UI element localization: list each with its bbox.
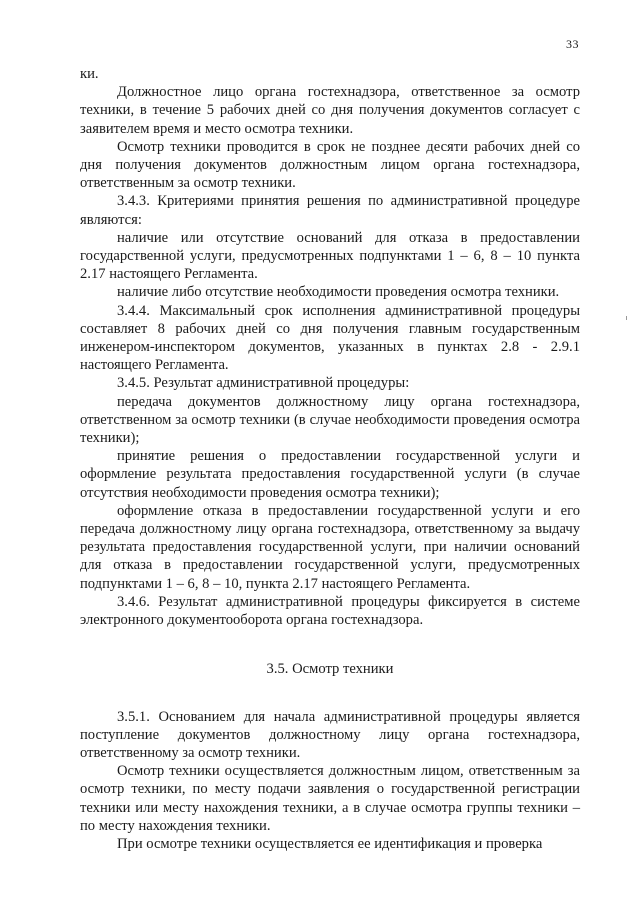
paragraph: Должностное лицо органа гостехнадзора, ответственное за осмотр техники, в течение 5 рабочих дней со дня получения документов согласует с заявителем время и место осмотра техники. (80, 84, 580, 137)
paragraph: наличие либо отсутствие необходимости проведения осмотра техники. (117, 284, 560, 301)
paragraph: 3.4.3. Критериями принятия решения по административной процедуре являются: (80, 193, 580, 228)
paragraph: 3.4.5. Результат административной процедуры: (117, 375, 410, 392)
paragraph: оформление отказа в предоставлении государственной услуги и его передача должностному лицу органа гостехнадзора, ответственному за выдачу результата предоставления государственной услуги, при наличии оснований для отказа в предоставлении государственной услуги, предусмотренных подпунктами 1 – 6, 8 – 10, пункта 2.17 настоящего Регламента. (80, 502, 580, 592)
paragraph: принятие решения о предоставлении государственной услуги и оформление результата предоставления государственной услуги (в случае отсутствия необходимости проведения осмотра техники); (80, 448, 580, 501)
paragraph: ки. (80, 66, 99, 82)
document-body (80, 65, 580, 853)
scan-mark (626, 316, 627, 320)
paragraph: передача документов должностному лицу органа гостехнадзора, ответственном за осмотр техники (в случае необходимости проведения осмотра техники); (80, 393, 580, 447)
paragraph: 3.5.1. Основанием для начала административной процедуры является поступление документов должностному лицу органа гостехнадзора, ответственному за осмотр техники. (80, 708, 580, 761)
paragraph: 3.4.4. Максимальный срок исполнения административной процедуры составляет 8 рабочих дней со дня получения главным государственным инженером-инспектором документов, указанных в пунктах 2.8 - 2.9.1 настоящего Регламента. (80, 302, 580, 374)
paragraph: Осмотр техники проводится в срок не позднее десяти рабочих дней со дня получения документов должностным лицом органа гостехнадзора, ответственным за осмотр техники. (80, 138, 580, 192)
paragraph: наличие или отсутствие оснований для отказа в предоставлении государственной услуги, предусмотренных подпунктами 1 – 6, 8 – 10 пункта 2.17 настоящего Регламента. (80, 229, 580, 283)
page-number: 33 (566, 37, 579, 51)
paragraph: 3.4.6. Результат административной процедуры фиксируется в системе электронного документооборота органа гостехнадзора. (80, 593, 580, 629)
section-heading: 3.5. Осмотр техники (266, 661, 394, 678)
paragraph: Осмотр техники осуществляется должностным лицом, ответственным за осмотр техники, по месту подачи заявления о государственной регистрации техники или месту нахождения техники, а в случае осмотра группы техники – по месту нахождения техники. (80, 763, 580, 834)
paragraph: При осмотре техники осуществляется ее идентификация и проверка (117, 835, 543, 852)
